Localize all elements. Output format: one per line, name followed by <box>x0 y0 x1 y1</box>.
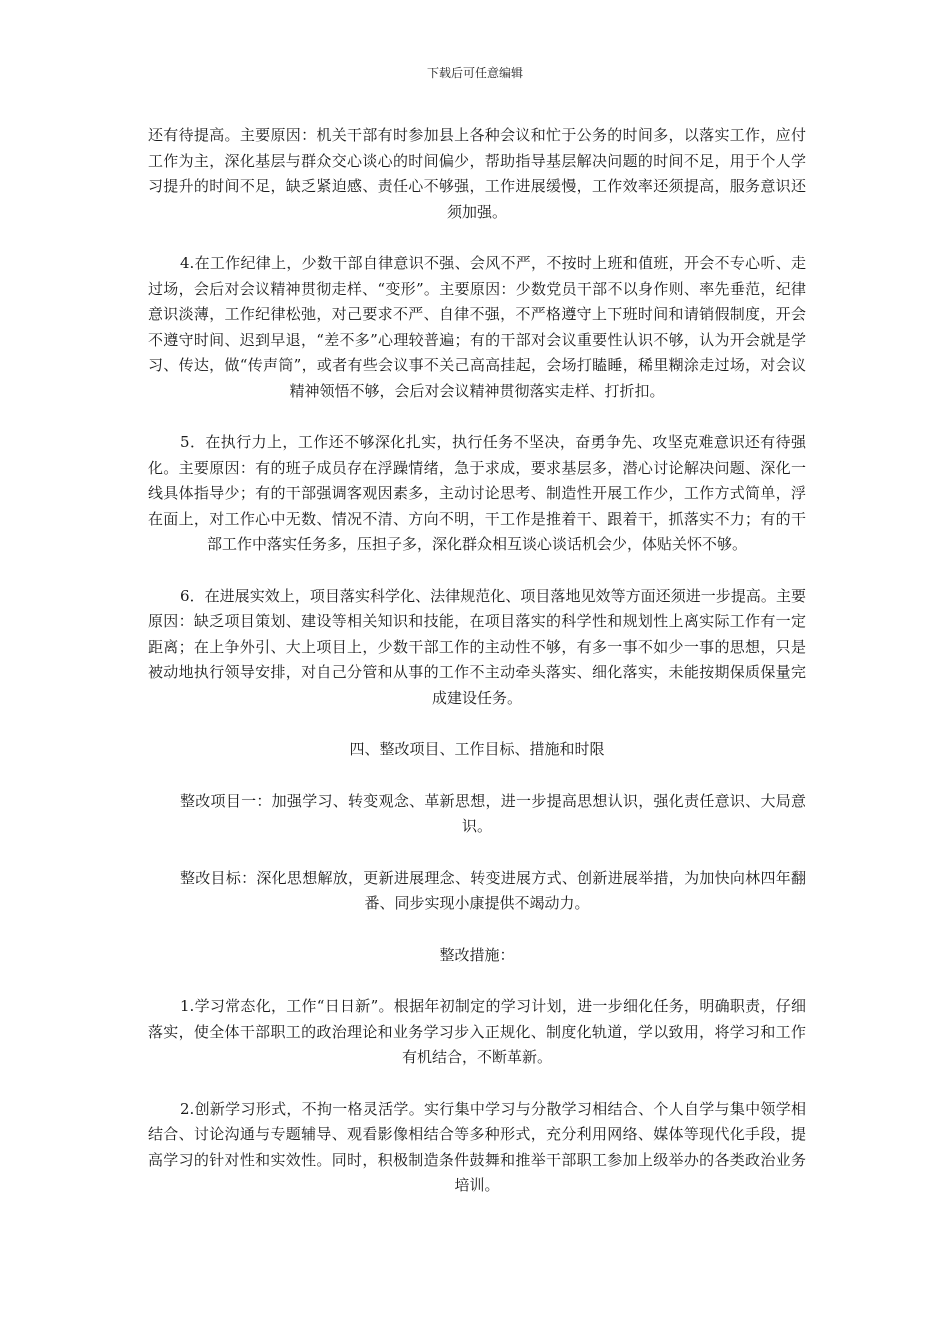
measure-2: 2.创新学习形式，不拘一格灵活学。实行集中学习与分散学习相结合、个人自学与集中领学相结合、讨论沟通与专题辅导、观看影像相结合等多种形式，充分利用网络、媒体等现代化手段，提高学习的针对性和实效性。同时，积极制造条件鼓舞和推举干部职工参加上级举办的各类政治业务培训。 <box>148 1099 806 1194</box>
measures-heading: 整改措施： <box>439 945 515 964</box>
paragraph-item-6: 6．在进展实效上，项目落实科学化、法律规范化、项目落地见效等方面还须进一步提高。主要原因：缺乏项目策划、建设等相关知识和技能，在项目落实的科学性和规划性上离实际工作有一定距离；在上争外引、大上项目上，少数干部工作的主动性不够，有多一事不如少一事的思想，只是被动地执行领导安排，对自己分管和从事的工作不主动牵头落实、细化落实，未能按期保质保量完成建设任务。 <box>148 586 806 707</box>
paragraph-item-5: 5．在执行力上，工作还不够深化扎实，执行任务不坚决，奋勇争先、攻坚克难意识还有待强化。主要原因：有的班子成员存在浮躁情绪，急于求成，要求基层多，潜心讨论解决问题、深化一线具体指导少；有的干部强调客观因素多，主动讨论思考、制造性开展工作少，工作方式简单，浮在面上，对工作心中无数、情况不清、方向不明，干工作是推着干、跟着干，抓落实不力；有的干部工作中落实任务多，压担子多，深化群众相互谈心谈话机会少，体贴关怀不够。 <box>148 433 806 553</box>
section-heading: 四、整改项目、工作目标、措施和时限 <box>349 740 605 758</box>
rectification-goal: 整改目标：深化思想解放，更新进展理念、转变进展方式、创新进展举措，为加快向林四年翻番、同步实现小康提供不竭动力。 <box>180 868 806 912</box>
rectification-item-1: 整改项目一：加强学习、转变观念、革新思想，进一步提高思想认识，强化责任意识、大局意识。 <box>180 791 806 835</box>
page-header: 下载后可任意编辑 <box>426 66 523 80</box>
document-body <box>148 123 806 1225</box>
measure-1: 1.学习常态化，工作“日日新”。根据年初制定的学习计划，进一步细化任务，明确职责，仔细落实，使全体干部职工的政治理论和业务学习步入正规化、制度化轨道，学以致用，将学习和工作有机结合，不断革新。 <box>148 997 806 1066</box>
paragraph-continuation: 还有待提高。主要原因：机关干部有时参加县上各种会议和忙于公务的时间多，以落实工作，应付工作为主，深化基层与群众交心谈心的时间偏少，帮助指导基层解决问题的时间不足，用于个人学习提升的时间不足，缺乏紧迫感、责任心不够强，工作进展缓慢，工作效率还须提高，服务意识还须加强。 <box>148 126 806 221</box>
paragraph-item-4: 4.在工作纪律上，少数干部自律意识不强、会风不严，不按时上班和值班，开会不专心听、走过场，会后对会议精神贯彻走样、“变形”。主要原因：少数党员干部不以身作则、率先垂范，纪律意识淡薄，工作纪律松弛，对己要求不严、自律不强，不严格遵守上下班时间和请销假制度，开会不遵守时间、迟到早退，“差不多”心理较普遍；有的干部对会议重要性认识不够，认为开会就是学习、传达，做“传声筒”，或者有些会议事不关己高高挂起，会场打瞌睡，稀里糊涂走过场，对会议精神领悟不够，会后对会议精神贯彻落实走样、打折扣。 <box>148 254 806 400</box>
